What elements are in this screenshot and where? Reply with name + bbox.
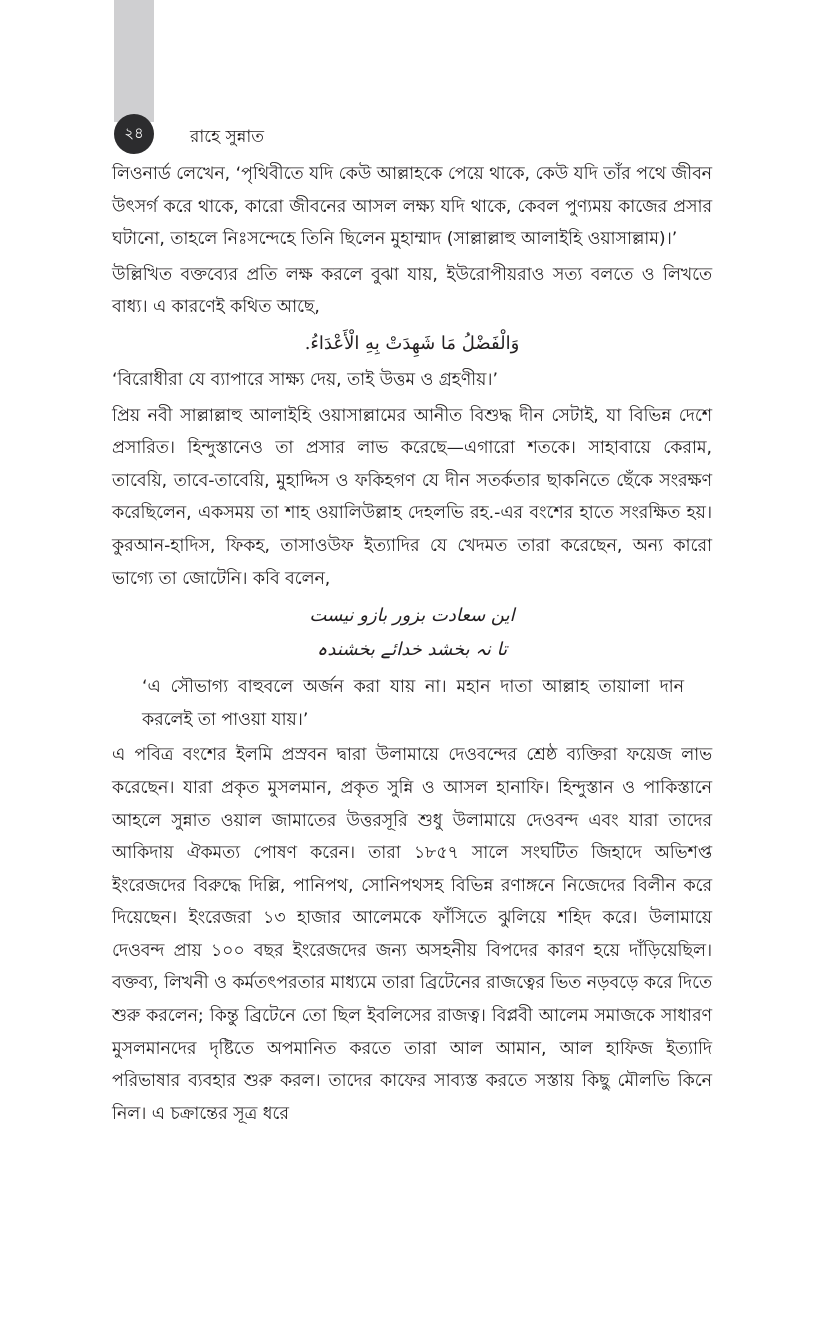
persian-line-2: تا نہ بخشد خدائے بخشندہ xyxy=(316,639,508,661)
arabic-quote: وَالْفَضْلُ مَا شَهِدَتْ بِهِ الْأَعْدَاءُ. xyxy=(304,332,520,354)
persian-couplet xyxy=(112,599,712,667)
paragraph-prophet-deen: প্রিয় নবী সাল্লাল্লাহু আলাইহি ওয়াসাল্লামের আনীত বিশুদ্ধ দীন সেটাই, যা বিভিন্ন দেশে প্রসারিত। হিন্দুস্তানেও তা প্রসার লাভ করেছে—এগারো শতকে। সাহাবায়ে কেরাম, তাবেয়ি, তাবে-তাবেয়ি, মুহাদ্দিস ও ফকিহগণ যে দীন সতর্কতার ছাকনিতে ছেঁকে সংরক্ষণ করেছিলেন, একসময় তা শাহ ওয়ালিউল্লাহ দেহলভি রহ.-এর বংশের হাতে সংরক্ষিত হয়। কুরআন-হাদিস, ফিকহ, তাসাওউফ ইত্যাদির যে খেদমত তারা করেছেন, অন্য কারো ভাগ্যে তা জোটেনি। কবি বলেন, xyxy=(112,405,712,589)
page-number: ২৪ xyxy=(124,123,144,142)
paragraph-deoband: এ পবিত্র বংশের ইলমি প্রস্রবন দ্বারা উলামায়ে দেওবন্দের শ্রেষ্ঠ ব্যক্তিরা ফয়েজ লাভ করেছেন। যারা প্রকৃত মুসলমান, প্রকৃত সুন্নি ও আসল হানাফি। হিন্দুস্তান ও পাকিস্তানে আহলে সুন্নাত ওয়াল জামাতের উত্তরসূরি শুধু উলামায়ে দেওবন্দ এবং যারা তাদের আকিদায় ঐকমত্য পোষণ করেন। তারা ১৮৫৭ সালে সংঘটিত জিহাদে অভিশপ্ত ইংরেজদের বিরুদ্ধে দিল্লি, পানিপথ, সোনিপথসহ বিভিন্ন রণাঙ্গনে নিজেদের বিলীন করে দিয়েছেন। ইংরেজরা ১৩ হাজার আলেমকে ফাঁসিতে ঝুলিয়ে শহিদ করে। উলামায়ে দেওবন্দ প্রায় ১০০ বছর ইংরেজদের জন্য অসহনীয় বিপদের কারণ হয়ে দাঁড়িয়েছিল। বক্তব্য, লিখনী ও কর্মতৎপরতার মাধ্যমে তারা ব্রিটেনের রাজত্বের ভিত নড়বড়ে করে দিতে শুরু করলেন; কিন্তু ব্রিটেনে তো ছিল ইবলিসের রাজত্ব। বিপ্লবী আলেম সমাজকে সাধারণ মুসলমানদের দৃষ্টিতে অপমানিত করতে তারা আল আমান, আল হাফিজ ইত্যাদি পরিভাষার ব্যবহার শুরু করল। তাদের কাফের সাব্যস্ত করতে সস্তায় কিছু মৌলভি কিনে নিল। এ চক্রান্তের সূত্র ধরে xyxy=(112,745,712,1124)
page-body xyxy=(112,158,712,1130)
running-title: রাহে সুন্নাত xyxy=(190,127,265,147)
persian-translation: ‘এ সৌভাগ্য বাহুবলে অর্জন করা যায় না। মহান দাতা আল্লাহ তায়ালা দান করলেই তা পাওয়া যায়।’ xyxy=(142,677,684,730)
paragraph-leonard-quote: লিওনার্ড লেখেন, ‘পৃথিবীতে যদি কেউ আল্লাহকে পেয়ে থাকে, কেউ যদি তাঁর পথে জীবন উৎসর্গ করে থাকে, কারো জীবনের আসল লক্ষ্য যদি থাকে, কেবল পুণ্যময় কাজের প্রসার ঘটানো, তাহলে নিঃসন্দেহে তিনি ছিলেন মুহাম্মাদ (সাল্লাল্লাহু আলাইহি ওয়াসাল্লাম)।’ xyxy=(112,164,712,250)
paragraph-europeans: উল্লিখিত বক্তব্যের প্রতি লক্ষ করলে বুঝা যায়, ইউরোপীয়রাও সত্য বলতে ও লিখতে বাধ্য। এ কারণেই কথিত আছে, xyxy=(112,264,712,318)
page-number-badge xyxy=(114,114,154,154)
arabic-translation: ‘বিরোধীরা যে ব্যাপারে সাক্ষ্য দেয়, তাই উত্তম ও গ্রহণীয়।’ xyxy=(112,369,498,390)
persian-line-1: این سعادت بزور بازو نیست xyxy=(309,605,515,627)
page-tab-strip xyxy=(114,0,154,122)
